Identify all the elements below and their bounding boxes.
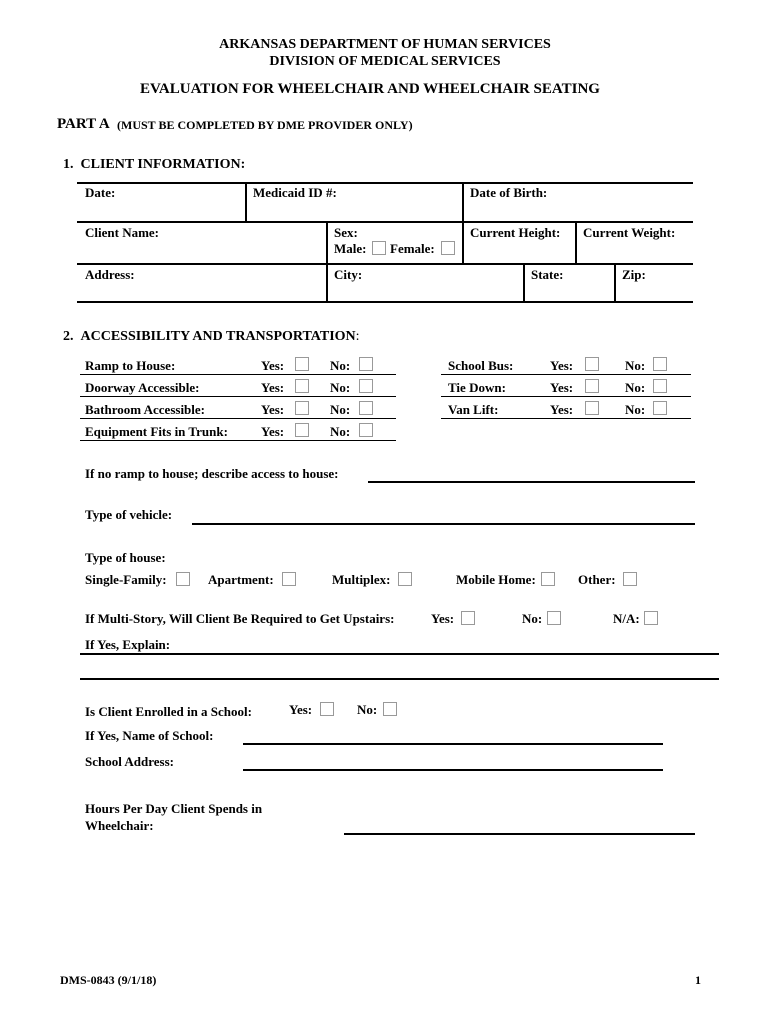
sex-label: Sex:	[334, 225, 358, 240]
form-title: EVALUATION FOR WHEELCHAIR AND WHEELCHAIR SEATING	[140, 81, 600, 97]
enrolled-no-label: No:	[357, 702, 378, 717]
trunk-yes-checkbox[interactable]	[295, 423, 309, 437]
enrolled-yes-checkbox[interactable]	[320, 702, 334, 716]
address-label: Address:	[85, 267, 135, 282]
trunk-label: Equipment Fits in Trunk:	[85, 424, 228, 439]
van-lift-yes-label: Yes:	[550, 402, 574, 417]
form-id: DMS-0843 (9/1/18)	[60, 973, 157, 987]
school-address-label: School Address:	[85, 754, 174, 769]
na-label: N/A:	[613, 611, 640, 626]
female-label: Female:	[390, 241, 435, 256]
school-bus-no-label: No:	[625, 358, 646, 373]
single-family-label: Single-Family:	[85, 572, 167, 587]
single-family-checkbox[interactable]	[176, 572, 190, 586]
no-ramp-label: If no ramp to house; describe access to house:	[85, 466, 339, 481]
explain-line-1[interactable]	[80, 653, 719, 655]
doorway-no-label: No:	[330, 380, 351, 395]
school-bus-no-checkbox[interactable]	[653, 357, 667, 371]
ramp-no-checkbox[interactable]	[359, 357, 373, 371]
doorway-label: Doorway Accessible:	[85, 380, 200, 395]
trunk-yes-label: Yes:	[261, 424, 285, 439]
zip-label: Zip:	[622, 267, 646, 282]
ramp-label: Ramp to House:	[85, 358, 176, 373]
bathroom-no-label: No:	[330, 402, 351, 417]
vehicle-field[interactable]	[192, 523, 695, 525]
enrolled-yes-label: Yes:	[289, 702, 313, 717]
page-number: 1	[695, 973, 701, 987]
hours-field[interactable]	[344, 833, 695, 835]
tie-down-yes-label: Yes:	[550, 380, 574, 395]
female-checkbox[interactable]	[441, 241, 455, 255]
van-lift-yes-checkbox[interactable]	[585, 401, 599, 415]
division-title: DIVISION OF MEDICAL SERVICES	[269, 54, 501, 69]
trunk-no-label: No:	[330, 424, 351, 439]
section1-heading: 1. CLIENT INFORMATION:	[63, 157, 246, 172]
multi-story-no-checkbox[interactable]	[547, 611, 561, 625]
explain-line-2[interactable]	[80, 678, 719, 680]
bathroom-no-checkbox[interactable]	[359, 401, 373, 415]
ramp-yes-label: Yes:	[261, 358, 285, 373]
ramp-no-label: No:	[330, 358, 351, 373]
hours-label-line2: Wheelchair:	[85, 818, 154, 833]
mobile-home-checkbox[interactable]	[541, 572, 555, 586]
van-lift-label: Van Lift:	[448, 402, 499, 417]
state-label: State:	[531, 267, 564, 282]
enrolled-school-label: Is Client Enrolled in a School:	[85, 704, 252, 719]
male-label: Male:	[334, 241, 367, 256]
multi-story-no-label: No:	[522, 611, 543, 626]
ramp-yes-checkbox[interactable]	[295, 357, 309, 371]
multiplex-label: Multiplex:	[332, 572, 391, 587]
doorway-no-checkbox[interactable]	[359, 379, 373, 393]
trunk-no-checkbox[interactable]	[359, 423, 373, 437]
city-label: City:	[334, 267, 363, 282]
agency-title: ARKANSAS DEPARTMENT OF HUMAN SERVICES	[219, 37, 551, 52]
part-a-label: PART A	[57, 116, 110, 132]
other-checkbox[interactable]	[623, 572, 637, 586]
other-label: Other:	[578, 572, 616, 587]
school-bus-yes-label: Yes:	[550, 358, 574, 373]
male-checkbox[interactable]	[372, 241, 386, 255]
doorway-yes-checkbox[interactable]	[295, 379, 309, 393]
tie-down-yes-checkbox[interactable]	[585, 379, 599, 393]
doorway-yes-label: Yes:	[261, 380, 285, 395]
house-type-label: Type of house:	[85, 550, 166, 565]
height-label: Current Height:	[470, 225, 561, 240]
section2-heading: 2. ACCESSIBILITY AND TRANSPORTATION:	[63, 329, 360, 344]
vehicle-label: Type of vehicle:	[85, 507, 173, 522]
apartment-checkbox[interactable]	[282, 572, 296, 586]
school-bus-yes-checkbox[interactable]	[585, 357, 599, 371]
dob-label: Date of Birth:	[470, 185, 548, 200]
if-yes-explain-label: If Yes, Explain:	[85, 637, 171, 652]
van-lift-no-checkbox[interactable]	[653, 401, 667, 415]
enrolled-no-checkbox[interactable]	[383, 702, 397, 716]
multiplex-checkbox[interactable]	[398, 572, 412, 586]
multi-story-yes-label: Yes:	[431, 611, 455, 626]
medicaid-id-label: Medicaid ID #:	[253, 185, 337, 200]
school-bus-label: School Bus:	[448, 358, 514, 373]
part-a-note: (MUST BE COMPLETED BY DME PROVIDER ONLY)	[117, 118, 413, 132]
tie-down-no-checkbox[interactable]	[653, 379, 667, 393]
tie-down-no-label: No:	[625, 380, 646, 395]
hours-label-line1: Hours Per Day Client Spends in	[85, 801, 263, 816]
mobile-home-label: Mobile Home:	[456, 572, 536, 587]
school-name-label: If Yes, Name of School:	[85, 728, 214, 743]
no-ramp-field[interactable]	[368, 481, 695, 483]
multi-story-yes-checkbox[interactable]	[461, 611, 475, 625]
school-address-field[interactable]	[243, 769, 663, 771]
tie-down-label: Tie Down:	[448, 380, 506, 395]
multi-story-label: If Multi-Story, Will Client Be Required to Get Upstairs:	[85, 611, 395, 626]
van-lift-no-label: No:	[625, 402, 646, 417]
school-name-field[interactable]	[243, 743, 663, 745]
bathroom-label: Bathroom Accessible:	[85, 402, 205, 417]
bathroom-yes-label: Yes:	[261, 402, 285, 417]
date-label: Date:	[85, 185, 116, 200]
client-name-label: Client Name:	[85, 225, 160, 240]
weight-label: Current Weight:	[583, 225, 676, 240]
na-checkbox[interactable]	[644, 611, 658, 625]
apartment-label: Apartment:	[208, 572, 274, 587]
bathroom-yes-checkbox[interactable]	[295, 401, 309, 415]
